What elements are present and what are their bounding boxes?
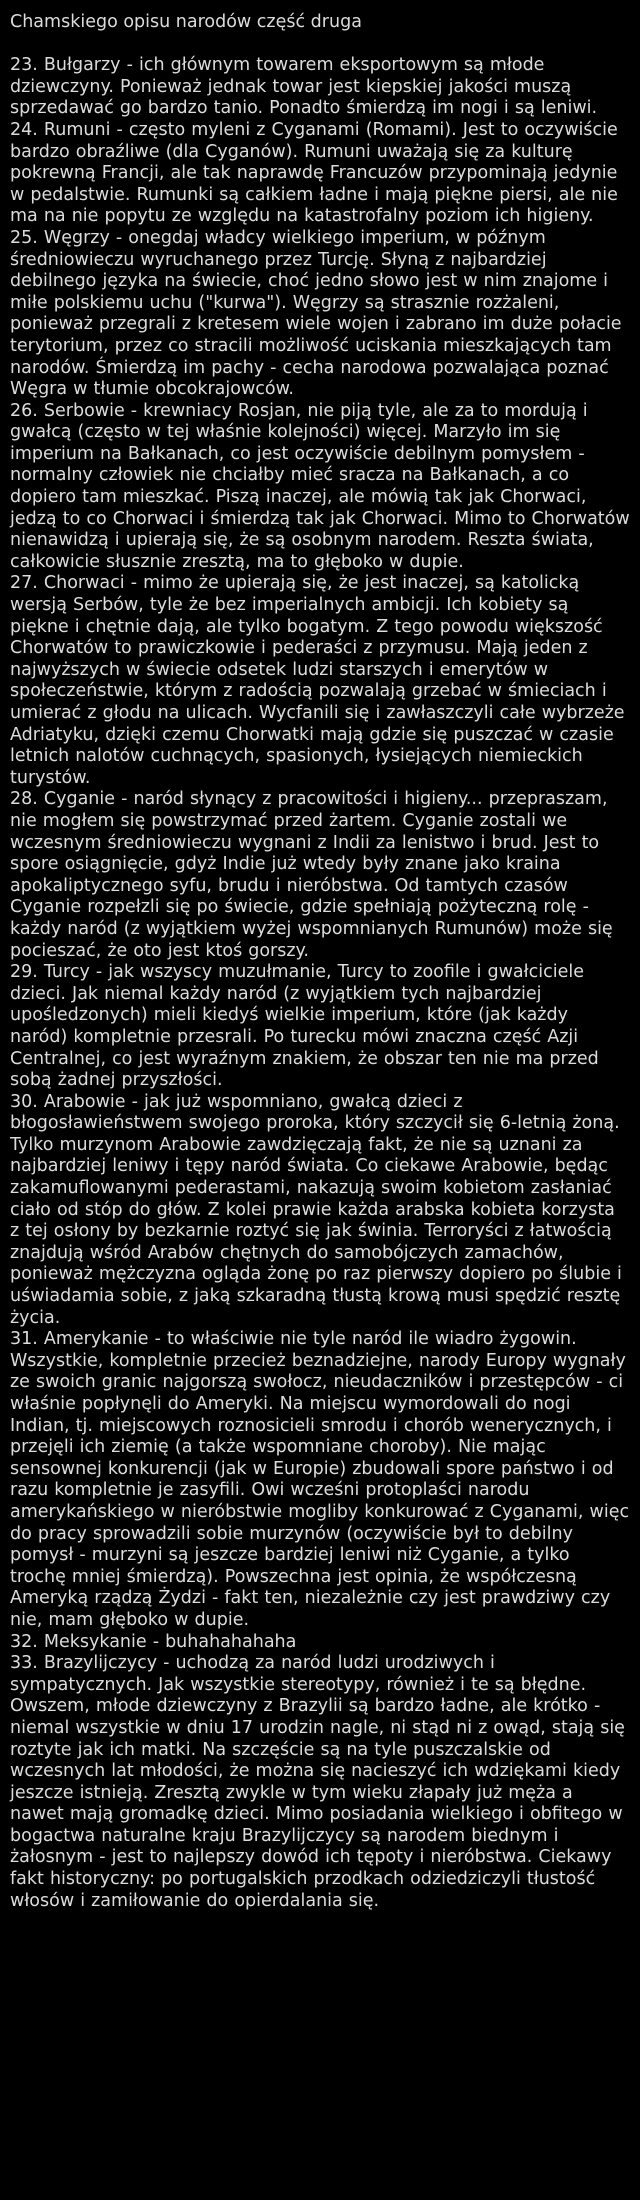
paragraph-26-serbowie: 26. Serbowie - krewniacy Rosjan, nie piją tyle, ale za to mordują i gwałcą (często w tej właśnie kolejności) więcej. Marzyło im się imperium na Bałkanach, co jest oczywiście debilnym pomysłem - normalny człowiek nie chciałby mieć sracza na Bałkanach, a co dopiero tam mieszkać. Piszą inaczej, ale mówią tak jak Chorwaci, jedzą to co Chorwaci i śmierdzą tak jak Chorwaci. Mimo to Chorwatów nienawidzą i upierają się, że są osobnym narodem. Reszta świata, całkowicie słusznie zresztą, ma to głęboko w dupie. [10,400,630,572]
paragraph-23-bulgarzy: 23. Bułgarzy - ich głównym towarem eksportowym są młode dziewczyny. Ponieważ jednak towar jest kiepskiej jakości muszą sprzedawać go bardzo tanio. Ponadto śmierdzą im nogi i są leniwi. [10,55,598,119]
paragraph-31-amerykanie: 31. Amerykanie - to właściwie nie tyle naród ile wiadro żygowin. Wszystkie, kompletnie przecież beznadziejne, narody Europy wygnały ze swoich granic najgorszą swołocz, nieudaczników i przestępców - ci właśnie popłynęli do Ameryki. Na miejscu wymordowali do nogi Indian, tj. miejscowych roznosicieli smrodu i chorób wenerycznych, i przejęli ich ziemię (a także wspomniane choroby). Nie mając sensownej konkurencji (jak w Europie) zbudowali spore państwo i od razu kompletnie je zasyfili. Owi wcześni protoplaści narodu amerykańskiego w nieróbstwie mogliby konkurować z Cyganami, więc do pracy sprowadzili sobie murzynów (oczywiście był to debilny pomysł - murzyni są jeszcze bardziej leniwi niż Cyganie, a tylko trochę mniej śmierdzą). Powszechna jest opinia, że współczesną Ameryką rządzą Żydzi - fakt ten, niezależnie czy jest prawdziwy czy nie, mam głęboko w dupie. [10,1329,630,1630]
paragraph-30-arabowie: 30. Arabowie - jak już wspomniano, gwałcą dzieci z błogosławieństwem swojego proroka, który szczycił się 6-letnią żoną. Tylko murzynom Arabowie zawdzięczają fakt, że nie są uznani za najbardziej leniwy i tępy naród świata. Co ciekawe Arabowie, będąc zakamuflowanymi pederastami, nakazują swoim kobietom zasłaniać ciało od stóp do głów. Z kolei prawie każda arabska kobieta korzysta z tej osłony by bezkarnie roztyć się jak świnia. Terroryści z łatwością znajdują wśród Arabów chętnych do samobójczych zamachów, ponieważ mężczyzna ogląda żonę po raz pierwszy dopiero po ślubie i uświadamia sobie, z jaką szkaradną tłustą krową musi spędzić resztę życia. [10,1091,622,1328]
paragraph-32-meksykanie: 32. Meksykanie - buhahahahaha [10,1631,297,1652]
paragraph-24-rumuni: 24. Rumuni - często myleni z Cyganami (Romami). Jest to oczywiście bardzo obraźliwe (dla Cyganów). Rumuni uważają się za kulturę pokrewną Francji, ale tak naprawdę Francuzów przypominają jedynie w pedalstwie. Rumunki są całkiem ładne i mają piękne piersi, ale nie ma na nie popytu ze względu na katastrofalny poziom ich higieny. [10,119,618,227]
document-title: Chamskiego opisu narodów część druga [10,12,362,32]
paragraph-27-chorwaci: 27. Chorwaci - mimo że upierają się, że jest inaczej, są katolicką wersją Serbów, tyle że bez imperialnych ambicji. Ich kobiety są piękne i chętnie dają, ale tylko bogatym. Z tego powodu większość Chorwatów to prawiczkowie i pederaści z przymusu. Mają jeden z najwyższych w świecie odsetek ludzi starszych i emerytów w społeczeństwie, którym z radością pozwalają grzebać w śmieciach i umierać z głodu na ulicach. Wycfanili się i zawłaszczyli całe wybrzeże Adriatyku, dzięki czemu Chorwatki mają gdzie się puszczać w czasie letnich nalotów cuchnących, spasionych, łysiejących niemieckich turystów. [10,573,625,788]
paragraph-25-wegrzy: 25. Węgrzy - onegdaj władcy wielkiego imperium, w późnym średniowieczu wyruchanego przez Turcję. Słyną z najbardziej debilnego języka na świecie, choć jedno słowo jest w nim znajome i miłe polskiemu uchu ("kurwa"). Węgrzy są strasznie rozżaleni, ponieważ przegrali z kretesem wiele wojen i zabrano im duże połacie terytorium, przez co stracili możliwość uciskania mieszkających tam narodów. Śmierdzą im pachy - cecha narodowa pozwalająca poznać Węgra w tłumie obcokrajowców. [10,227,622,400]
paragraph-28-cyganie: 28. Cyganie - naród słynący z pracowitości i higieny... przepraszam, nie mogłem się powstrzymać przed żartem. Cyganie zostali we wczesnym średniowieczu wygnani z Indii za lenistwo i brud. Jest to spore osiągnięcie, gdyż Indie już wtedy były znane jako kraina apokaliptycznego syfu, brudu i nieróbstwa. Od tamtych czasów Cyganie rozpełzli się po świecie, gdzie spełniają pożyteczną rolę - każdy naród (z wyjątkiem wyżej wspomnianych Rumunów) może się pocieszać, że oto jest ktoś gorszy. [10,789,613,961]
paragraph-33-brazylijczycy: 33. Brazylijczycy - uchodzą za naród ludzi urodziwych i sympatycznych. Jak wszystkie stereotypy, również i te są błędne. Owszem, młode dziewczyny z Brazylii są bardzo ładne, ale krótko - niemal wszystkie w dniu 17 urodzin nagle, ni stąd ni z owąd, stają się roztyte jak ich matki. Na szczęście są na tyle puszczalskie od wczesnych lat młodości, że można się nacieszyć ich wdziękami kiedy jeszcze istnieją. Zresztą zwykle w tym wieku złapały już męża a nawet mają gromadkę dzieci. Mimo posiadania wielkiego i obfitego w bogactwa naturalne kraju Brazylijczycy są narodem biednym i żałosnym - jest to najlepszy dowód ich tępoty i nieróbstwa. Ciekawy fakt historyczny: po portugalskich przodkach odziedziczyli tłustość włosów i zamiłowanie do opierdalania się. [10,1653,625,1911]
paragraph-29-turcy: 29. Turcy - jak wszyscy muzułmanie, Turcy to zoofile i gwałciciele dzieci. Jak niemal każdy naród (z wyjątkiem tych najbardziej upośledzonych) mieli kiedyś wielkie imperium, które (jak każdy naród) kompletnie przesrali. Po turecku mówi znaczna część Azji Centralnej, co jest wyraźnym znakiem, że obszar ten nie ma przed sobą żadnej przyszłości. [10,962,599,1091]
